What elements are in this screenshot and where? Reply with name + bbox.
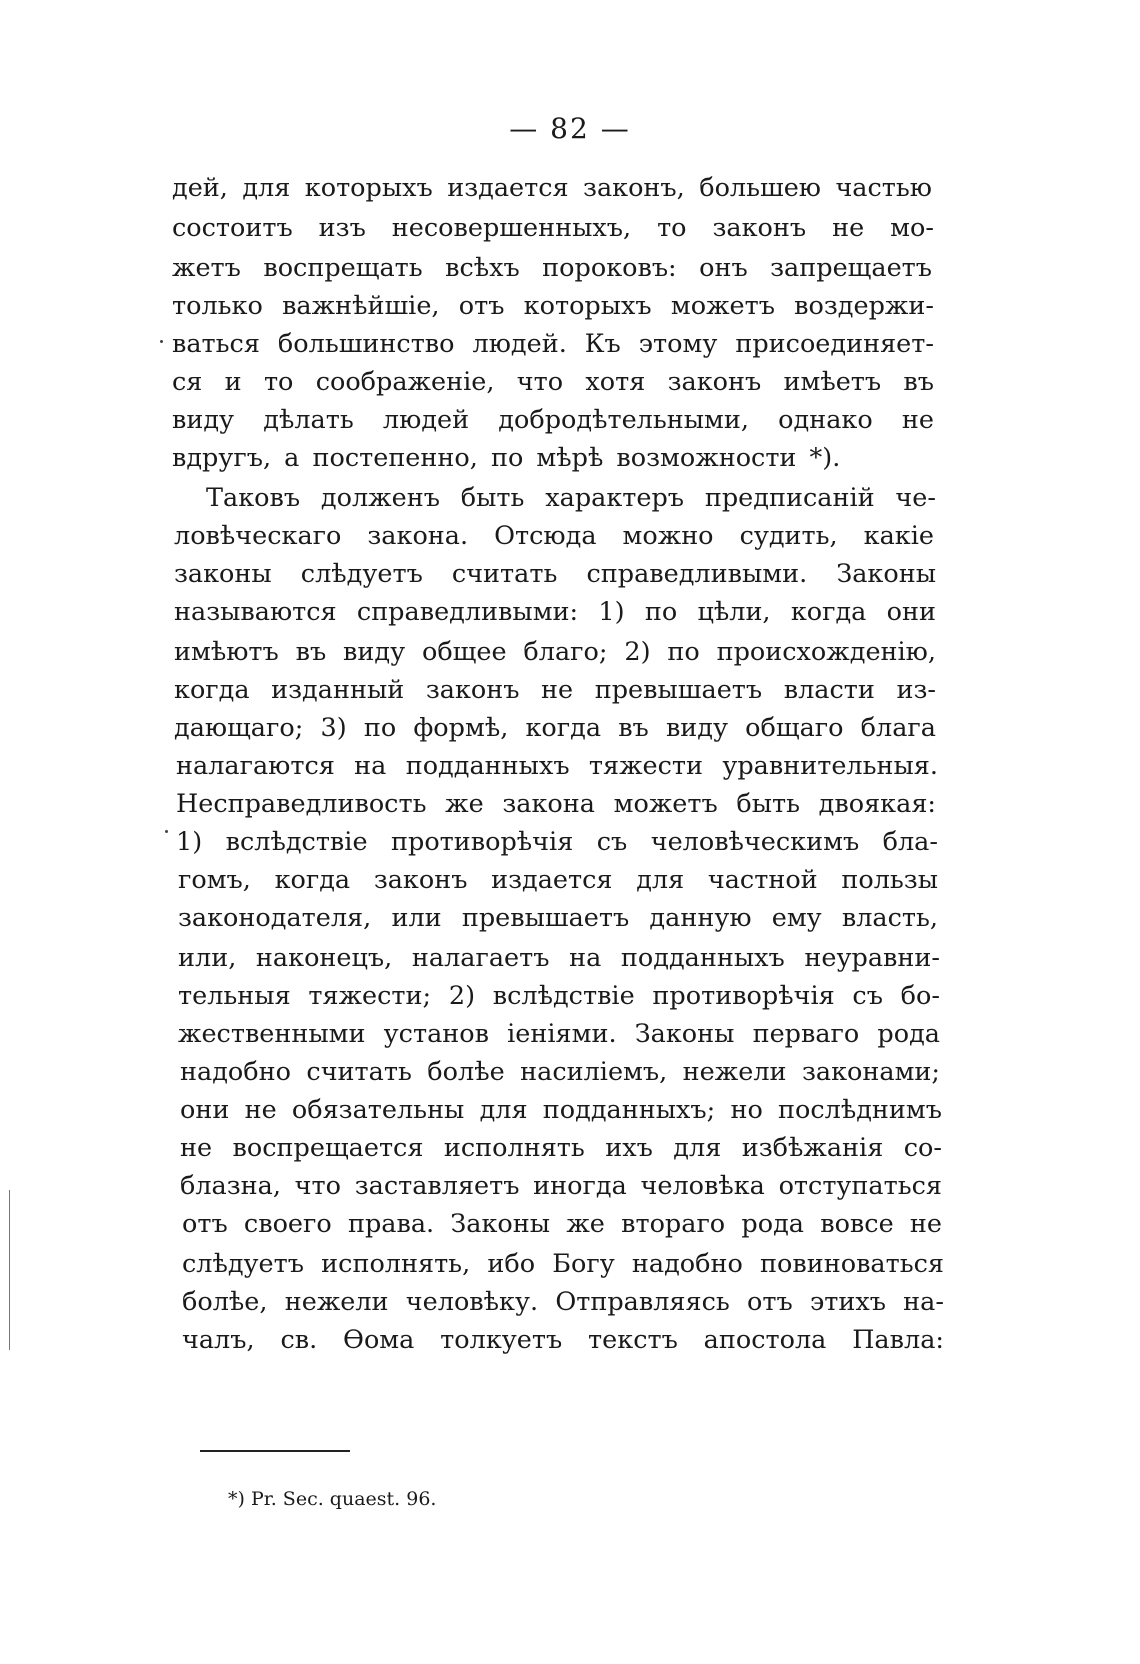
text-line: они не обязательны для подданныхъ; но послѣднимъ [180,1095,942,1125]
text-line: жетъ воспрещать всѣхъ пороковъ: онъ запрещаетъ [172,253,932,283]
text-line: имѣютъ въ виду общее благо; 2) по происхожденію, [174,637,936,667]
text-line: налагаются на подданныхъ тяжести уравнительныя. [176,751,938,781]
text-line: виду дѣлать людей добродѣтельными, однако не [172,405,934,435]
text-line: или, наконецъ, налагаетъ на подданныхъ неуравни- [178,943,940,973]
text-line: гомъ, когда законъ издается для частной пользы [178,865,938,895]
text-line: слѣдуетъ исполнять, ибо Богу надобно повиноваться [182,1249,944,1279]
text-line: надобно считать болѣе насиліемъ, нежели законами; [180,1057,940,1087]
page-number: — 82 — [509,112,631,145]
footnote-divider [200,1450,350,1452]
scan-artifact-line [9,1190,10,1350]
text-line: дей, для которыхъ издается законъ, большею частью [172,173,932,203]
text-line: называются справедливыми: 1) по цѣли, когда они [174,597,936,627]
text-line: не воспрещается исполнять ихъ для избѣжанія со- [180,1133,942,1163]
text-line: ся и то соображеніе, что хотя законъ имѣетъ въ [172,367,934,397]
text-line: вдругъ, а постепенно, по мѣрѣ возможности *). [172,443,841,473]
text-line: законодателя, или превышаетъ данную ему власть, [178,903,938,933]
text-line: Таковъ долженъ быть характеръ предписаній че- [206,483,936,513]
text-line: ловѣческаго закона. Отсюда можно судить, какіе [174,521,934,551]
text-line: болѣе, нежели человѣку. Отправляясь отъ этихъ на- [182,1287,944,1317]
text-line: жественными установ іеніями. Законы перваго рода [178,1019,940,1049]
text-line: отъ своего права. Законы же втораго рода вовсе не [182,1209,942,1239]
text-line: законы слѣдуетъ считать справедливыми. Законы [174,559,936,589]
text-line: когда изданный законъ не превышаетъ власти из- [174,675,936,705]
text-line: чалъ, св. Ѳома толкуетъ текстъ апостола Павла: [182,1325,944,1355]
text-line: только важнѣйшіе, отъ которыхъ можетъ воздержи- [172,291,934,321]
scan-artifact-mark [165,830,168,833]
text-line: состоитъ изъ несовершенныхъ, то законъ не мо- [172,213,934,243]
footnote: *) Pr. Sec. quaest. 96. [228,1488,437,1510]
text-line: дающаго; 3) по формѣ, когда въ виду общаго блага [174,713,936,743]
text-line: ваться большинство людей. Къ этому присоединяет- [172,329,934,359]
text-line: Несправедливость же закона можетъ быть двоякая: [176,789,936,819]
text-line: тельныя тяжести; 2) вслѣдствіе противорѣчія съ бо- [178,981,940,1011]
scan-artifact-mark [160,340,163,343]
text-line: блазна, что заставляетъ иногда человѣка отступаться [180,1171,942,1201]
text-line: 1) вслѣдствіе противорѣчія съ человѣческимъ бла- [176,827,938,857]
